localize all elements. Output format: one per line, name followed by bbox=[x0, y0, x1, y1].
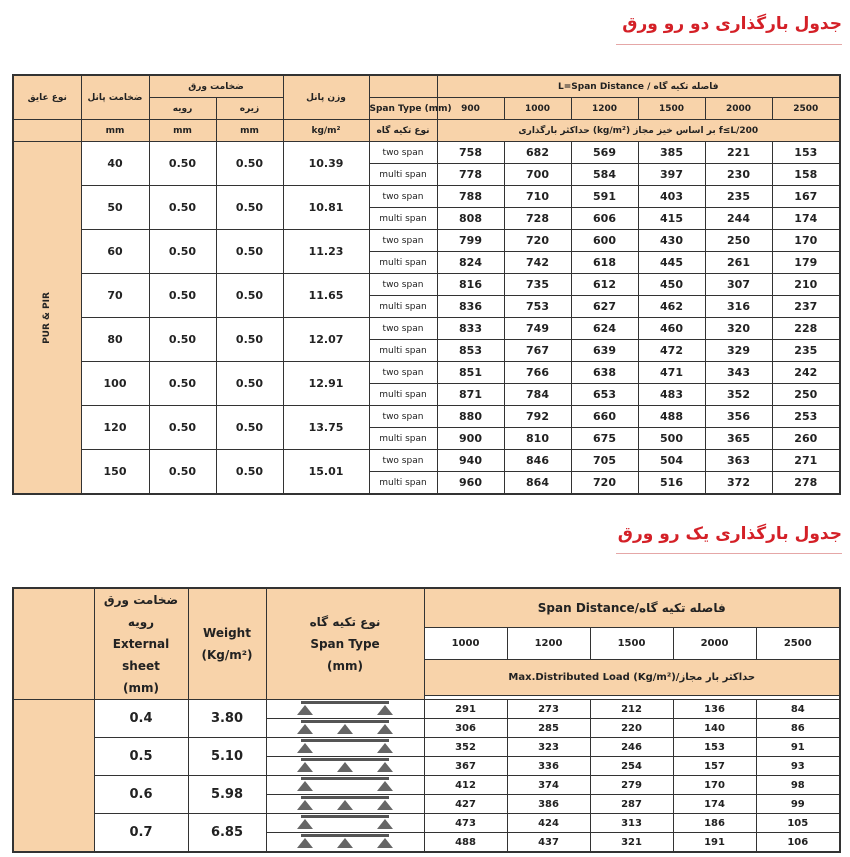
table-row bbox=[13, 318, 840, 340]
weight-en: Weight bbox=[203, 626, 251, 640]
load-value: 210 bbox=[772, 274, 840, 296]
table-row bbox=[13, 814, 840, 833]
support-diagram bbox=[266, 833, 424, 853]
load-value: 254 bbox=[590, 757, 673, 776]
table-row bbox=[13, 700, 840, 719]
panel-weight: 10.39 bbox=[283, 142, 369, 186]
panel-thickness: 50 bbox=[81, 186, 149, 230]
unit-kgm2: kg/m² bbox=[283, 120, 369, 142]
load-value: 792 bbox=[504, 406, 571, 428]
table-row bbox=[13, 406, 840, 428]
load-value: 84 bbox=[756, 700, 840, 719]
header-support-type bbox=[266, 588, 424, 700]
load-value: 313 bbox=[590, 814, 673, 833]
span-type-two: two span bbox=[369, 362, 437, 384]
insulation-type-cell bbox=[13, 142, 81, 495]
load-value: 471 bbox=[638, 362, 705, 384]
panel-thickness: 70 bbox=[81, 274, 149, 318]
load-value: 352 bbox=[705, 384, 772, 406]
load-value: 235 bbox=[705, 186, 772, 208]
load-value: 836 bbox=[437, 296, 504, 318]
load-value: 516 bbox=[638, 472, 705, 495]
load-value: 278 bbox=[772, 472, 840, 495]
support-diagram bbox=[266, 776, 424, 795]
table-row bbox=[13, 776, 840, 795]
load-value: 170 bbox=[673, 776, 756, 795]
load-value: 174 bbox=[772, 208, 840, 230]
load-value: 880 bbox=[437, 406, 504, 428]
load-value: 660 bbox=[571, 406, 638, 428]
load-value: 788 bbox=[437, 186, 504, 208]
load-value: 336 bbox=[507, 757, 590, 776]
load-value: 385 bbox=[638, 142, 705, 164]
weight-value: 5.98 bbox=[188, 776, 266, 814]
load-value: 639 bbox=[571, 340, 638, 362]
table-row bbox=[13, 274, 840, 296]
table2-title: جدول بارگذاری یک رو ورق bbox=[617, 524, 842, 544]
panel-weight: 11.65 bbox=[283, 274, 369, 318]
double-sheet-load-table bbox=[12, 74, 841, 495]
support-diagram bbox=[266, 795, 424, 814]
load-value: 742 bbox=[504, 252, 571, 274]
span-type-multi: multi span bbox=[369, 252, 437, 274]
load-value: 424 bbox=[507, 814, 590, 833]
top-sheet: 0.50 bbox=[149, 142, 216, 186]
header-weight bbox=[188, 588, 266, 700]
span-col: 1200 bbox=[571, 98, 638, 120]
span-col: 2000 bbox=[705, 98, 772, 120]
load-value: 618 bbox=[571, 252, 638, 274]
load-value: 279 bbox=[590, 776, 673, 795]
load-value: 285 bbox=[507, 719, 590, 738]
load-value: 140 bbox=[673, 719, 756, 738]
header-max-load: Max.Distributed Load (Kg/m²)/حداکثر بار مجاز bbox=[424, 659, 840, 696]
panel-thickness: 40 bbox=[81, 142, 149, 186]
span-col: 1500 bbox=[638, 98, 705, 120]
support-en: Span Type bbox=[310, 637, 380, 651]
weight-value: 3.80 bbox=[188, 700, 266, 738]
load-value: 415 bbox=[638, 208, 705, 230]
unit-mm: mm bbox=[216, 120, 283, 142]
header-sheet-thickness: ضخامت ورق bbox=[149, 75, 283, 98]
load-value: 365 bbox=[705, 428, 772, 450]
header-insulation-type: نوع عایق bbox=[13, 75, 81, 120]
load-value: 720 bbox=[504, 230, 571, 252]
load-value: 321 bbox=[590, 833, 673, 853]
load-value: 816 bbox=[437, 274, 504, 296]
bottom-sheet: 0.50 bbox=[216, 362, 283, 406]
span-type-two: two span bbox=[369, 450, 437, 472]
span-col: 1200 bbox=[507, 628, 590, 659]
bottom-sheet: 0.50 bbox=[216, 450, 283, 495]
weight-unit: (Kg/m²) bbox=[201, 648, 253, 662]
bottom-sheet: 0.50 bbox=[216, 274, 283, 318]
load-value: 504 bbox=[638, 450, 705, 472]
load-value: 261 bbox=[705, 252, 772, 274]
load-value: 235 bbox=[772, 340, 840, 362]
header-support-type: نوع تکیه گاه bbox=[369, 120, 437, 142]
load-value: 606 bbox=[571, 208, 638, 230]
load-value: 250 bbox=[705, 230, 772, 252]
unit-mm: mm bbox=[81, 120, 149, 142]
load-value: 700 bbox=[504, 164, 571, 186]
weight-value: 5.10 bbox=[188, 738, 266, 776]
load-value: 174 bbox=[673, 795, 756, 814]
external-sheet-value: 0.4 bbox=[94, 700, 188, 738]
load-value: 758 bbox=[437, 142, 504, 164]
three-support-beam-icon bbox=[299, 720, 391, 736]
table-row bbox=[13, 738, 840, 757]
load-value: 86 bbox=[756, 719, 840, 738]
panel-thickness: 150 bbox=[81, 450, 149, 495]
external-sheet-value: 0.7 bbox=[94, 814, 188, 853]
header-max-load: حداکثر بارگذاری (kg/m²) بر اساس خیز مجاز f≤L/200 bbox=[437, 120, 840, 142]
load-value: 221 bbox=[705, 142, 772, 164]
span-col: 1000 bbox=[424, 628, 507, 659]
load-value: 675 bbox=[571, 428, 638, 450]
load-value: 191 bbox=[673, 833, 756, 853]
load-value: 343 bbox=[705, 362, 772, 384]
panel-weight: 12.07 bbox=[283, 318, 369, 362]
panel-thickness: 80 bbox=[81, 318, 149, 362]
span-type-multi: multi span bbox=[369, 384, 437, 406]
table-row bbox=[13, 186, 840, 208]
header-span-type: Span Type (mm) bbox=[369, 98, 437, 120]
three-support-beam-icon bbox=[299, 796, 391, 812]
load-value: 430 bbox=[638, 230, 705, 252]
load-value: 352 bbox=[424, 738, 507, 757]
header-external-sheet bbox=[94, 588, 188, 700]
load-value: 799 bbox=[437, 230, 504, 252]
panel-weight: 11.23 bbox=[283, 230, 369, 274]
span-type-multi: multi span bbox=[369, 164, 437, 186]
load-value: 784 bbox=[504, 384, 571, 406]
load-value: 367 bbox=[424, 757, 507, 776]
load-value: 291 bbox=[424, 700, 507, 719]
load-value: 705 bbox=[571, 450, 638, 472]
load-value: 93 bbox=[756, 757, 840, 776]
load-value: 853 bbox=[437, 340, 504, 362]
load-value: 720 bbox=[571, 472, 638, 495]
load-value: 500 bbox=[638, 428, 705, 450]
header-bottom-sheet: زیره bbox=[216, 98, 283, 120]
load-value: 810 bbox=[504, 428, 571, 450]
two-support-beam-icon bbox=[299, 815, 391, 831]
load-value: 488 bbox=[424, 833, 507, 853]
load-value: 136 bbox=[673, 700, 756, 719]
load-value: 412 bbox=[424, 776, 507, 795]
span-type-multi: multi span bbox=[369, 208, 437, 230]
weight-value: 6.85 bbox=[188, 814, 266, 853]
load-value: 749 bbox=[504, 318, 571, 340]
load-value: 91 bbox=[756, 738, 840, 757]
span-col: 1000 bbox=[504, 98, 571, 120]
table-row bbox=[13, 362, 840, 384]
load-value: 242 bbox=[772, 362, 840, 384]
load-value: 960 bbox=[437, 472, 504, 495]
load-value: 397 bbox=[638, 164, 705, 186]
load-value: 766 bbox=[504, 362, 571, 384]
bottom-sheet: 0.50 bbox=[216, 186, 283, 230]
span-col: 2500 bbox=[772, 98, 840, 120]
span-type-two: two span bbox=[369, 406, 437, 428]
load-value: 403 bbox=[638, 186, 705, 208]
load-value: 212 bbox=[590, 700, 673, 719]
load-value: 237 bbox=[772, 296, 840, 318]
external-sheet-value: 0.5 bbox=[94, 738, 188, 776]
load-value: 316 bbox=[705, 296, 772, 318]
load-value: 271 bbox=[772, 450, 840, 472]
panel-weight: 12.91 bbox=[283, 362, 369, 406]
support-diagram bbox=[266, 700, 424, 719]
load-value: 320 bbox=[705, 318, 772, 340]
panel-thickness: 60 bbox=[81, 230, 149, 274]
load-value: 170 bbox=[772, 230, 840, 252]
load-value: 612 bbox=[571, 274, 638, 296]
bottom-sheet: 0.50 bbox=[216, 230, 283, 274]
load-value: 653 bbox=[571, 384, 638, 406]
support-diagram bbox=[266, 738, 424, 757]
load-value: 186 bbox=[673, 814, 756, 833]
span-col: 1500 bbox=[590, 628, 673, 659]
top-sheet: 0.50 bbox=[149, 186, 216, 230]
load-value: 329 bbox=[705, 340, 772, 362]
load-value: 846 bbox=[504, 450, 571, 472]
span-type-multi: multi span bbox=[369, 472, 437, 495]
load-value: 767 bbox=[504, 340, 571, 362]
panel-thickness: 100 bbox=[81, 362, 149, 406]
load-value: 179 bbox=[772, 252, 840, 274]
span-type-multi: multi span bbox=[369, 340, 437, 362]
span-type-two: two span bbox=[369, 274, 437, 296]
load-value: 871 bbox=[437, 384, 504, 406]
three-support-beam-icon bbox=[299, 834, 391, 850]
load-value: 374 bbox=[507, 776, 590, 795]
load-value: 153 bbox=[772, 142, 840, 164]
header-span-distance-blank bbox=[369, 75, 437, 98]
load-value: 864 bbox=[504, 472, 571, 495]
load-value: 250 bbox=[772, 384, 840, 406]
header-top-sheet: رویه bbox=[149, 98, 216, 120]
load-value: 735 bbox=[504, 274, 571, 296]
span-col: 2500 bbox=[756, 628, 840, 659]
load-value: 462 bbox=[638, 296, 705, 318]
load-value: 569 bbox=[571, 142, 638, 164]
span-type-multi: multi span bbox=[369, 428, 437, 450]
table-row bbox=[13, 230, 840, 252]
load-value: 778 bbox=[437, 164, 504, 186]
load-value: 220 bbox=[590, 719, 673, 738]
load-value: 273 bbox=[507, 700, 590, 719]
support-diagram bbox=[266, 814, 424, 833]
span-type-two: two span bbox=[369, 318, 437, 340]
load-value: 386 bbox=[507, 795, 590, 814]
two-support-beam-icon bbox=[299, 701, 391, 717]
load-value: 287 bbox=[590, 795, 673, 814]
load-value: 638 bbox=[571, 362, 638, 384]
panel-weight: 10.81 bbox=[283, 186, 369, 230]
load-value: 728 bbox=[504, 208, 571, 230]
load-value: 808 bbox=[437, 208, 504, 230]
table-row bbox=[13, 450, 840, 472]
load-value: 157 bbox=[673, 757, 756, 776]
load-value: 900 bbox=[437, 428, 504, 450]
support-diagram bbox=[266, 719, 424, 738]
load-value: 228 bbox=[772, 318, 840, 340]
load-value: 488 bbox=[638, 406, 705, 428]
two-support-beam-icon bbox=[299, 739, 391, 755]
top-sheet: 0.50 bbox=[149, 362, 216, 406]
header-span-distance: Span Distance/فاصله تکیه گاه bbox=[424, 588, 840, 628]
support-unit: (mm) bbox=[327, 659, 363, 673]
load-value: 244 bbox=[705, 208, 772, 230]
panel-weight: 13.75 bbox=[283, 406, 369, 450]
load-value: 483 bbox=[638, 384, 705, 406]
load-value: 600 bbox=[571, 230, 638, 252]
single-sheet-load-table bbox=[12, 587, 841, 853]
load-value: 307 bbox=[705, 274, 772, 296]
load-value: 363 bbox=[705, 450, 772, 472]
top-sheet: 0.50 bbox=[149, 274, 216, 318]
load-value: 450 bbox=[638, 274, 705, 296]
load-value: 372 bbox=[705, 472, 772, 495]
panel-weight: 15.01 bbox=[283, 450, 369, 495]
load-value: 753 bbox=[504, 296, 571, 318]
external-sheet-value: 0.6 bbox=[94, 776, 188, 814]
load-value: 437 bbox=[507, 833, 590, 853]
load-value: 98 bbox=[756, 776, 840, 795]
load-value: 246 bbox=[590, 738, 673, 757]
load-value: 833 bbox=[437, 318, 504, 340]
load-value: 260 bbox=[772, 428, 840, 450]
ext-fa: ضخامت ورق رویه bbox=[103, 593, 179, 629]
bottom-sheet: 0.50 bbox=[216, 406, 283, 450]
top-sheet: 0.50 bbox=[149, 450, 216, 495]
two-support-beam-icon bbox=[299, 777, 391, 793]
three-support-beam-icon bbox=[299, 758, 391, 774]
span-col: 900 bbox=[437, 98, 504, 120]
table2-title-underline bbox=[616, 553, 842, 554]
ext-unit: (mm) bbox=[123, 681, 159, 695]
load-value: 460 bbox=[638, 318, 705, 340]
support-fa: نوع تکیه گاه bbox=[309, 615, 381, 629]
load-value: 158 bbox=[772, 164, 840, 186]
load-value: 940 bbox=[437, 450, 504, 472]
load-value: 427 bbox=[424, 795, 507, 814]
panel-thickness: 120 bbox=[81, 406, 149, 450]
load-value: 682 bbox=[504, 142, 571, 164]
load-value: 253 bbox=[772, 406, 840, 428]
blank-corner bbox=[13, 588, 94, 700]
header-panel-weight: وزن پانل bbox=[283, 75, 369, 120]
load-value: 851 bbox=[437, 362, 504, 384]
load-value: 824 bbox=[437, 252, 504, 274]
top-sheet: 0.50 bbox=[149, 230, 216, 274]
load-value: 167 bbox=[772, 186, 840, 208]
load-value: 627 bbox=[571, 296, 638, 318]
span-type-two: two span bbox=[369, 142, 437, 164]
header-span-distance: L=Span Distance / فاصله تکیه گاه bbox=[437, 75, 840, 98]
load-value: 591 bbox=[571, 186, 638, 208]
table1-title: جدول بارگذاری دو رو ورق bbox=[622, 14, 842, 34]
ext-en: External sheet bbox=[112, 637, 170, 673]
span-type-two: two span bbox=[369, 230, 437, 252]
span-col: 2000 bbox=[673, 628, 756, 659]
load-value: 306 bbox=[424, 719, 507, 738]
load-value: 710 bbox=[504, 186, 571, 208]
table1-title-underline bbox=[616, 44, 842, 45]
load-value: 99 bbox=[756, 795, 840, 814]
load-value: 106 bbox=[756, 833, 840, 853]
load-value: 105 bbox=[756, 814, 840, 833]
header-panel-thickness: ضخامت پانل bbox=[81, 75, 149, 120]
bottom-sheet: 0.50 bbox=[216, 142, 283, 186]
bottom-sheet: 0.50 bbox=[216, 318, 283, 362]
top-sheet: 0.50 bbox=[149, 406, 216, 450]
top-sheet: 0.50 bbox=[149, 318, 216, 362]
unit-blank bbox=[13, 120, 81, 142]
unit-mm: mm bbox=[149, 120, 216, 142]
support-diagram bbox=[266, 757, 424, 776]
load-value: 323 bbox=[507, 738, 590, 757]
insulation-type-label: PUR & PIR bbox=[42, 291, 53, 344]
load-value: 356 bbox=[705, 406, 772, 428]
load-value: 153 bbox=[673, 738, 756, 757]
load-value: 624 bbox=[571, 318, 638, 340]
span-type-two: two span bbox=[369, 186, 437, 208]
load-value: 230 bbox=[705, 164, 772, 186]
span-type-multi: multi span bbox=[369, 296, 437, 318]
table-row bbox=[13, 142, 840, 164]
blank-side-cell bbox=[13, 700, 94, 853]
load-value: 472 bbox=[638, 340, 705, 362]
load-value: 473 bbox=[424, 814, 507, 833]
load-value: 584 bbox=[571, 164, 638, 186]
load-value: 445 bbox=[638, 252, 705, 274]
